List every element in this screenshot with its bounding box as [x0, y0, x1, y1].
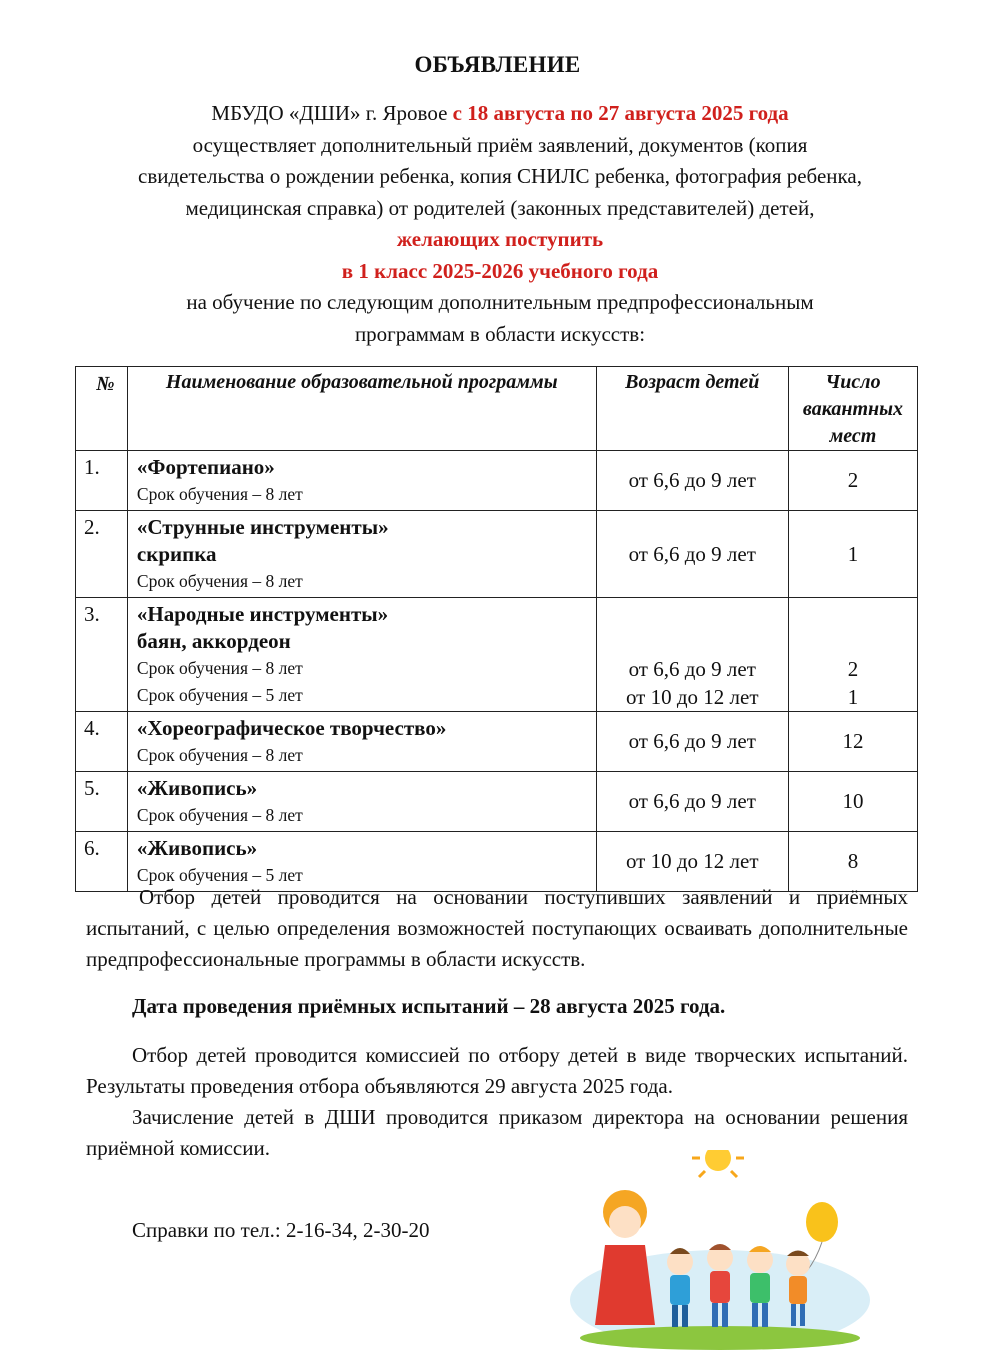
table-row: [76, 511, 918, 598]
program-name: «Живопись»: [136, 776, 258, 800]
row-program: [127, 451, 596, 511]
intro-block: [60, 98, 940, 350]
age-value-2: от 10 до 12 лет: [625, 685, 759, 709]
row-num: 2.: [76, 511, 128, 598]
enrollment-paragraph: Зачисление детей в ДШИ проводится приказом директора на основании решения приёмной комиссии.: [86, 1105, 908, 1160]
grass-shape: [580, 1326, 860, 1350]
intro-line-7: на обучение по следующим дополнительным предпрофессиональным: [186, 290, 814, 314]
row-age: [596, 598, 788, 712]
program-term: Срок обучения – 8 лет: [136, 571, 303, 591]
seats-value-2: 1: [847, 685, 859, 709]
row-program: [127, 772, 596, 832]
program-term: Срок обучения – 8 лет: [136, 658, 303, 678]
program-name: «Хореографическое творчество»: [136, 716, 447, 740]
program-name: «Живопись»: [136, 836, 258, 860]
table-row: [76, 772, 918, 832]
intro-org: МБУДО «ДШИ» г. Яровое: [211, 101, 453, 125]
age-value: от 6,6 до 9 лет: [628, 657, 756, 681]
commission-paragraph: Отбор детей проводится комиссией по отбору детей в виде творческих испытаний. Результаты проведения отбора объявляются 29 августа 2025 года.: [86, 1043, 908, 1098]
table-row: [76, 712, 918, 772]
header-name: Наименование образовательной программы: [127, 367, 596, 451]
row-seats: 1: [788, 511, 917, 598]
header-age: Возраст детей: [596, 367, 788, 451]
row-seats: 8: [788, 832, 917, 892]
program-instrument: баян, аккордеон: [136, 629, 291, 653]
row-age: от 6,6 до 9 лет: [596, 451, 788, 511]
contacts-line: Справки по тел.: 2-16-34, 2-30-20: [132, 1218, 430, 1242]
intro-dates: с 18 августа по 27 августа 2025 года: [452, 101, 789, 125]
row-age: от 10 до 12 лет: [596, 832, 788, 892]
sun-icon: [692, 1150, 744, 1177]
children-illustration: [570, 1150, 870, 1350]
row-age: от 6,6 до 9 лет: [596, 511, 788, 598]
table-header-row: [76, 367, 918, 451]
intro-line-4: медицинская справка) от родителей (законных представителей) детей,: [185, 195, 815, 220]
intro-line-6: в 1 класс 2025-2026 учебного года: [341, 258, 659, 283]
row-program: [127, 511, 596, 598]
intro-line-5: желающих поступить: [396, 227, 604, 251]
intro-line-1: [60, 98, 940, 130]
seats-value: 2: [847, 657, 859, 681]
row-num: 6.: [76, 832, 128, 892]
selection-paragraph: Отбор детей проводится на основании поступивших заявлений и приёмных испытаний, с целью определения возможностей поступающих осваивать дополнительные предпрофессиональные программы в области искусств.: [86, 885, 908, 971]
row-program: [127, 712, 596, 772]
row-num: 4.: [76, 712, 128, 772]
program-term: Срок обучения – 8 лет: [136, 745, 303, 765]
header-num: №: [76, 367, 128, 451]
intro-line-3: свидетельства о рождении ребенка, копия СНИЛС ребенка, фотография ребенка,: [138, 164, 862, 188]
row-num: 1.: [76, 451, 128, 511]
program-name: «Народные инструменты»: [136, 602, 389, 626]
program-name: «Фортепиано»: [136, 455, 275, 479]
program-term: Срок обучения – 8 лет: [136, 805, 303, 825]
program-instrument: скрипка: [136, 542, 217, 566]
row-program: [127, 598, 596, 712]
row-seats: 2: [788, 451, 917, 511]
program-name: «Струнные инструменты»: [136, 515, 389, 539]
exam-date-paragraph: Дата проведения приёмных испытаний – 28 августа 2025 года.: [132, 994, 726, 1018]
programs-table: [75, 366, 918, 892]
program-term: Срок обучения – 8 лет: [136, 484, 303, 504]
row-num: 3.: [76, 598, 128, 712]
row-age: от 6,6 до 9 лет: [596, 712, 788, 772]
row-age: от 6,6 до 9 лет: [596, 772, 788, 832]
program-term: Срок обучения – 5 лет: [136, 865, 303, 885]
teacher-figure: [595, 1190, 655, 1325]
page-title: ОБЪЯВЛЕНИЕ: [414, 52, 581, 77]
table-row: [76, 598, 918, 712]
intro-line-8: программам в области искусств:: [354, 321, 646, 346]
header-seats: Число вакантных мест: [788, 367, 917, 451]
row-seats: [788, 598, 917, 712]
program-term-2: Срок обучения – 5 лет: [136, 685, 303, 705]
row-num: 5.: [76, 772, 128, 832]
row-seats: 10: [788, 772, 917, 832]
row-seats: 12: [788, 712, 917, 772]
table-row: [76, 451, 918, 511]
intro-line-2: осуществляет дополнительный приём заявлений, документов (копия: [192, 132, 808, 157]
